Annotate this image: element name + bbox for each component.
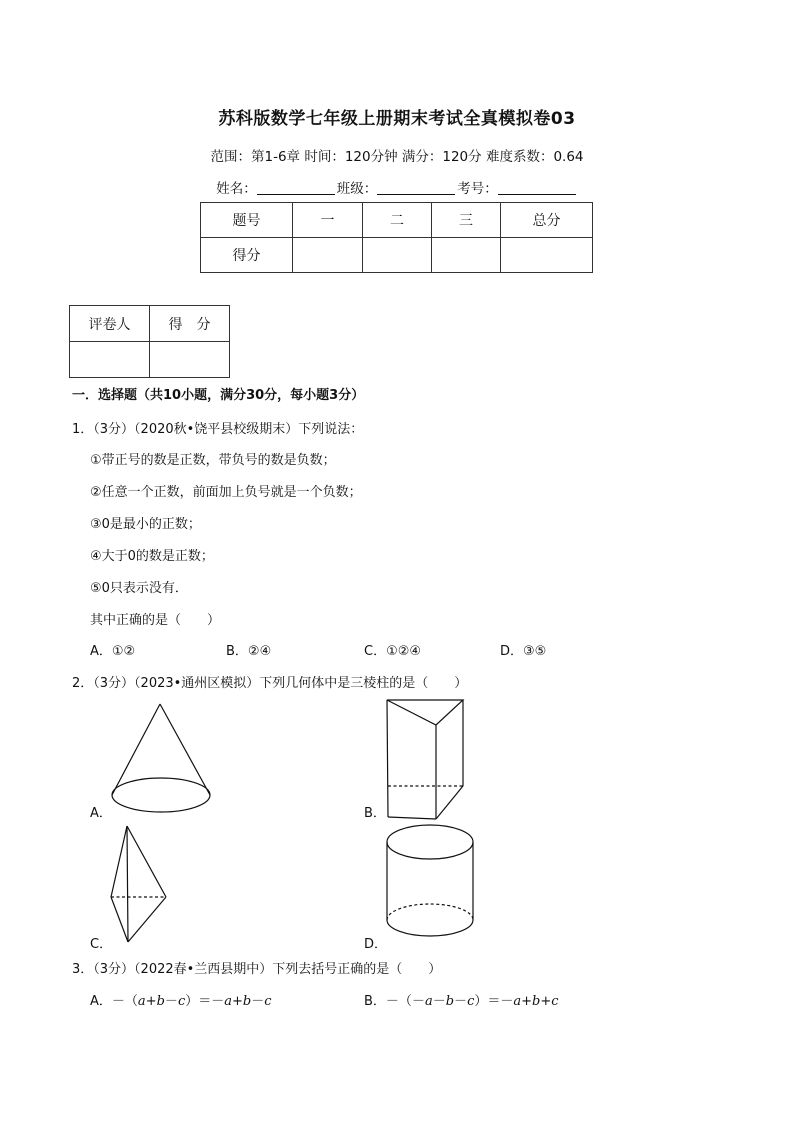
class-label: 班级：	[336, 181, 378, 197]
question-1-item: ②任意一个正数，前面加上负号就是一个负数；	[90, 485, 362, 500]
expr-part: ）＝－	[474, 994, 514, 1009]
question-1-option-d[interactable]: D．③⑤	[500, 644, 547, 659]
grader-header-cell: 评卷人	[70, 306, 150, 342]
question-1-option-c[interactable]: C．①②④	[364, 644, 422, 659]
exam-no-label: 考号：	[457, 181, 498, 197]
section-title: 一．选择题（共10小题，满分30分，每小题3分）	[72, 388, 365, 403]
grader-header-cell: 得 分	[150, 306, 230, 342]
question-1-item: ③0是最小的正数；	[90, 517, 201, 532]
expr-var: a	[424, 994, 433, 1009]
question-2-option-c[interactable]: C．	[90, 937, 113, 952]
expr-part: －（－	[385, 994, 425, 1009]
score-header-cell: 总分	[501, 203, 593, 238]
question-1-item: ④大于0的数是正数；	[90, 549, 214, 564]
triangular-pyramid-figure[interactable]	[111, 826, 166, 942]
cone-figure[interactable]	[112, 704, 210, 812]
score-header-cell: 一	[293, 203, 363, 238]
option-label: A．	[90, 994, 112, 1009]
question-1-prompt: 其中正确的是（ ）	[90, 613, 221, 628]
score-row-label: 得分	[201, 238, 293, 273]
expr-var: c	[177, 994, 186, 1009]
page-title: 苏科版数学七年级上册期末考试全真模拟卷03	[218, 109, 576, 129]
score-header-cell: 二	[363, 203, 432, 238]
question-2-option-b[interactable]: B．	[364, 806, 386, 821]
score-header-cell: 三	[432, 203, 501, 238]
question-1-item: ①带正号的数是正数，带负号的数是负数；	[90, 453, 336, 468]
expr-part: ）＝－	[185, 994, 225, 1009]
question-3-stem: 3．（3分）（2022春•兰西县期中）下列去括号正确的是（ ）	[72, 962, 442, 977]
cylinder-figure[interactable]	[387, 825, 473, 936]
question-2-option-a[interactable]: A．	[90, 806, 112, 821]
question-2-stem: 2．（3分）（2023•通州区模拟）下列几何体中是三棱柱的是（ ）	[72, 676, 468, 691]
question-3-option-a[interactable]	[90, 990, 272, 1009]
score-header-cell: 题号	[201, 203, 293, 238]
expr-var: c	[467, 994, 475, 1009]
expr-op: －	[251, 994, 265, 1009]
expr-op: +	[145, 994, 157, 1009]
expr-var: c	[551, 994, 559, 1009]
expr-op: +	[521, 994, 533, 1009]
expr-op: +	[540, 994, 552, 1009]
name-label: 姓名：	[216, 181, 257, 197]
question-1-option-a[interactable]: A．①②	[90, 644, 136, 659]
expr-var: c	[264, 994, 272, 1009]
expr-op: －	[432, 994, 446, 1009]
expr-var: a	[224, 994, 232, 1009]
question-1-stem: 1．（3分）（2020秋•饶平县校级期末）下列说法：	[72, 422, 364, 437]
expr-op: +	[232, 994, 243, 1009]
question-3-option-b[interactable]	[364, 990, 559, 1009]
expr-part: －（	[111, 994, 138, 1009]
expr-var: b	[532, 994, 541, 1009]
question-1-item: ⑤0只表示没有．	[90, 581, 188, 596]
question-1-option-b[interactable]: B．②④	[226, 644, 272, 659]
triangular-prism-figure[interactable]	[387, 700, 463, 819]
expr-var: b	[445, 994, 455, 1009]
expr-var: a	[137, 994, 146, 1009]
expr-op: －	[454, 994, 468, 1009]
expr-op: －	[164, 994, 178, 1009]
expr-var: b	[156, 994, 165, 1009]
question-2-option-d[interactable]: D．	[364, 937, 388, 952]
option-label: B．	[364, 994, 386, 1009]
expr-var: a	[513, 994, 522, 1009]
exam-meta: 范围：第1-6章 时间：120分钟 满分：120分 难度系数：0.64	[210, 149, 584, 165]
expr-var: b	[242, 994, 252, 1009]
